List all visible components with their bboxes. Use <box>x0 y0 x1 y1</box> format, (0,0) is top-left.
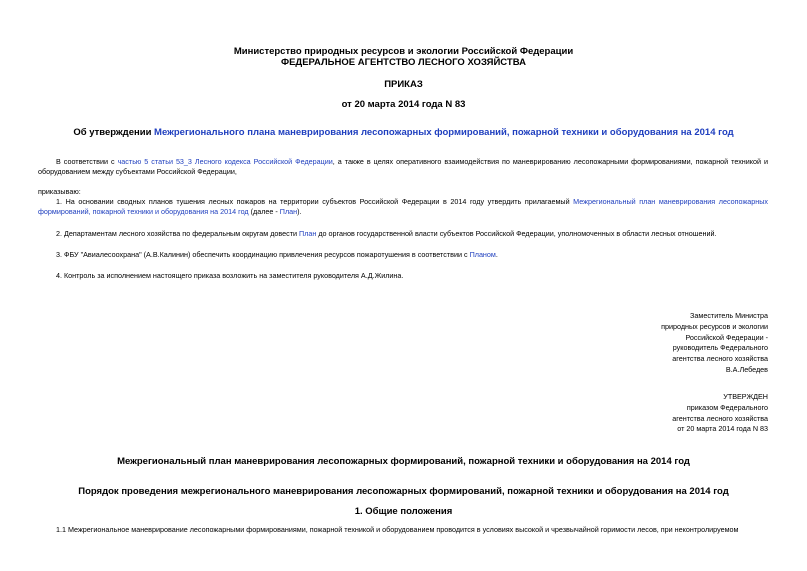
paragraph-1-1: 1.1 Межрегиональное маневрирование лесопожарными формированиями, пожарной техникой и оборудованием проводится в условиях высокой и чрезвычайной горимости лесов, при неконтролируемом <box>56 525 739 534</box>
item-1-text-c: ). <box>297 207 302 216</box>
signature-line: агентства лесного хозяйства <box>672 354 768 364</box>
item-3-plan-link[interactable]: Планом <box>469 250 496 259</box>
approval-line: от 20 марта 2014 года N 83 <box>677 424 768 434</box>
approval-block <box>560 392 768 435</box>
item-2-text-b: до органов государственной власти субъектов Российской Федерации, уполномоченных в области лесных отношений. <box>316 229 717 238</box>
item-2-plan-link[interactable]: План <box>299 229 317 238</box>
forest-code-link[interactable]: частью 5 статьи 53_3 Лесного кодекса Российской Федерации <box>117 157 333 166</box>
agency-heading: ФЕДЕРАЛЬНОЕ АГЕНТСТВО ЛЕСНОГО ХОЗЯЙСТВА <box>280 57 526 68</box>
signature-block <box>560 311 768 376</box>
item-3 <box>56 250 498 260</box>
signature-line: руководитель Федерального <box>672 343 768 353</box>
item-2-text-a: 2. Департаментам лесного хозяйства по федеральным округам довести <box>56 229 300 238</box>
ministry-heading: Министерство природных ресурсов и экологии Российской Федерации <box>233 46 574 57</box>
item-2 <box>56 229 717 239</box>
item-4: 4. Контроль за исполнением настоящего приказа возложить на заместителя руководителя А.Д.Жилина. <box>56 271 404 280</box>
preamble-text-a: В соответствии с <box>56 157 118 166</box>
approval-line: агентства лесного хозяйства <box>672 413 768 423</box>
signature-line: природных ресурсов и экологии <box>661 321 768 331</box>
item-3-text-b: . <box>495 250 498 259</box>
item-1-plan-short-link[interactable]: План <box>279 207 298 216</box>
item-1-plan-link[interactable]: Межрегиональный план маневрирования лесопожарных формирований, пожарной техники и оборудования на 2014 год <box>38 197 768 216</box>
approval-line: УТВЕРЖДЕН <box>723 392 768 401</box>
document-title <box>0 127 807 138</box>
signature-line: В.А.Лебедев <box>725 364 768 374</box>
item-1-text-a: 1. На основании сводных планов тушения лесных пожаров на территории субъектов Российской Федерации в 2014 году утвердить прилагаемый <box>56 197 574 206</box>
preamble-paragraph <box>38 157 768 177</box>
item-1 <box>38 197 768 217</box>
doc-type-heading: ПРИКАЗ <box>384 79 423 90</box>
signature-line: Заместитель Министра <box>690 311 768 320</box>
section-1-heading: 1. Общие положения <box>354 506 453 517</box>
signature-line: Российской Федерации - <box>685 332 768 342</box>
item-1-text-b: (далее - <box>248 207 280 216</box>
order-word: приказываю: <box>38 187 81 196</box>
preamble-text-b: , а также в целях оперативного взаимодействия по маневрированию лесопожарными формированиями, пожарной техникой и оборудованием между субъектами Российской Федерации, <box>38 157 769 176</box>
title-prefix: Об утверждении <box>73 127 155 138</box>
plan-title: Межрегиональный план маневрирования лесопожарных формирований, пожарной техники и оборудования на 2014 год <box>117 456 690 467</box>
title-plan-link[interactable]: Межрегионального плана маневрирования лесопожарных формирований, пожарной техники и оборудования на 2014 год <box>154 127 734 138</box>
item-3-text-a: 3. ФБУ "Авиалесоохрана" (А.В.Калинин) обеспечить координацию привлечения ресурсов пожаротушения в соответствии с <box>56 250 470 259</box>
approval-line: приказом Федерального <box>686 402 768 412</box>
doc-date-number: от 20 марта 2014 года N 83 <box>341 99 466 110</box>
procedure-title: Порядок проведения межрегионального маневрирования лесопожарных формирований, пожарной техники и оборудования на 2014 год <box>78 486 729 497</box>
